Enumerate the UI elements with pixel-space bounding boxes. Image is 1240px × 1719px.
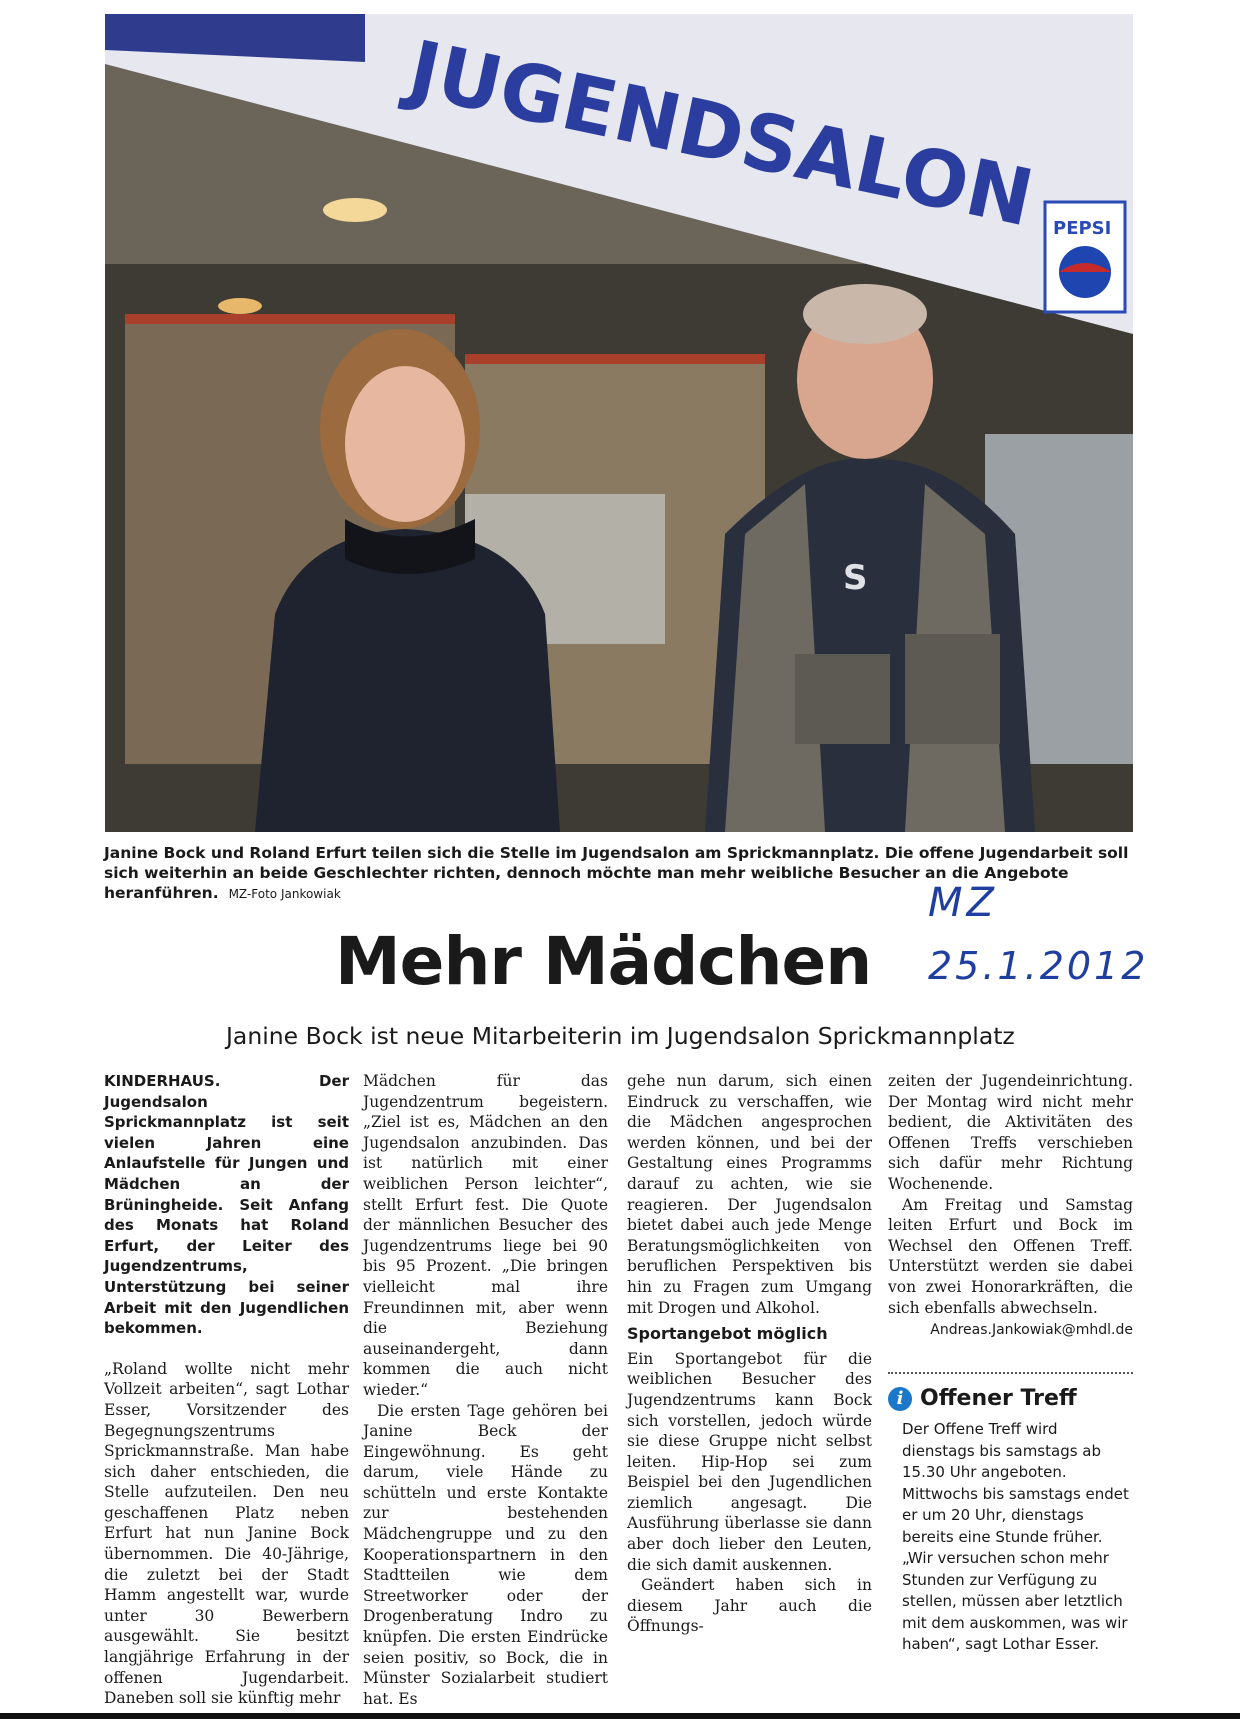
info-box-header (888, 1386, 1133, 1411)
article-column-2 (363, 1071, 608, 1709)
article-column-3 (627, 1071, 872, 1637)
shirt-text: S (843, 558, 868, 598)
paragraph: Ein Sportangebot für die weiblichen Besucher des Jugendzentrums kann Bock sich vorstellen, jedoch würde sie diese Gruppe nicht selbst leiten. Hip-Hop sei zum Beispiel bei den Jugendlichen ziemlich angesagt. Die Ausführung überlasse sie dann aber doch lieber den Leuten, die sich damit auskennen. (627, 1349, 872, 1574)
paragraph: Mädchen für das Jugendzentrum begeistern. „Ziel ist es, Mädchen an den Jugendsalon anzubinden. Das ist natürlich mit einer weiblichen Person leichter“, stellt Erfurt fest. Die Quote der männlichen Besucher des Jugendzentrums liege bei 90 bis 95 Prozent. „Die bringen vielleicht mal ihre Freundinnen mit, aber wenn die Beziehung auseinandergeht, dann kommen die auch nicht wieder.“ (363, 1072, 608, 1399)
caption-text: Janine Bock und Roland Erfurt teilen sich die Stelle im Jugendsalon am Sprickmannplatz. Die offene Jugendarbeit soll sich weiterhin an beide Geschlechter richten, dennoch möchte man mehr weibliche Besucher an die Angebote heranführen. (104, 844, 1129, 902)
handwritten-source: MZ (928, 880, 998, 926)
info-box (888, 1372, 1133, 1656)
author-email: Andreas.Jankowiak@mhdl.de (930, 1322, 1133, 1339)
info-box-text: Der Offene Treff wird dienstags bis samstags ab 15.30 Uhr angeboten. Mittwochs bis samstags endet er um 20 Uhr, dienstags bereits eine Stunde früher. „Wir versuchen schon mehr Stunden zur Verfügung zu stellen, müssen aber letztlich mit dem auskommen, was wir haben“, sagt Lothar Esser. (902, 1420, 1129, 1653)
paragraph: Die ersten Tage gehören bei Janine Beck der Eingewöhnung. Es geht darum, viele Hände zu schütteln und erste Kontakte zur bestehenden Mädchengruppe und zu den Kooperationspartnern in den Stadtteilen wie dem Streetworker oder der Drogenberatung Indro zu knüpfen. Die ersten Eindrücke seien positiv, so Bock, die in Münster Sozialarbeit studiert hat. Es (363, 1401, 608, 1708)
info-icon: i (888, 1387, 912, 1411)
headline: Mehr Mädchen (335, 923, 872, 1000)
pepsi-text: PEPSI (1053, 218, 1112, 239)
photo-credit: MZ-Foto Jankowiak (228, 887, 341, 901)
article-photo (105, 14, 1133, 832)
subheadline: Janine Bock ist neue Mitarbeiterin im Jugendsalon Sprickmannplatz (226, 1022, 1015, 1050)
sign-text: JUGENDSALON (401, 24, 1041, 245)
info-box-title: Offener Treff (920, 1386, 1077, 1411)
paragraph: Geändert haben sich in diesem Jahr auch die Öffnungs- (627, 1576, 872, 1636)
dateline: KINDERHAUS. (104, 1072, 221, 1090)
photo-illustration (105, 14, 1133, 832)
article-column-1 (104, 1071, 349, 1709)
paragraph: gehe nun darum, sich einen Eindruck zu verschaffen, wie die Mädchen angesprochen werden können, und bei der Gestaltung eines Programms darauf zu achten, wie sie reagieren. Der Jugendsalon bietet dabei auch jede Menge Beratungsmöglichkeiten von beruflichen Perspektiven bis hin zu Fragen zum Umgang mit Drogen und Alkohol. (627, 1072, 872, 1317)
scan-edge (0, 1713, 1240, 1719)
paragraph: „Roland wollte nicht mehr Vollzeit arbeiten“, sagt Lothar Esser, Vorsitzender des Begegnungszentrums Sprickmannstraße. Man habe sich daher entschieden, die Stelle aufzuteilen. Den neu geschaffenen Platz neben Erfurt hat nun Janine Bock übernommen. Die 40-Jährige, die zuletzt bei der Stadt Hamm angestellt war, wurde unter 30 Bewerbern ausgewählt. Sie besitzt langjährige Erfahrung in der offenen Jugendarbeit. Daneben soll sie künftig mehr (104, 1359, 349, 1708)
divider (888, 1372, 1133, 1374)
lead-paragraph (104, 1071, 349, 1339)
paragraph: Am Freitag und Samstag leiten Erfurt und Bock im Wechsel den Offenen Treff. Unterstützt werden sie dabei von zwei Honorarkräften, die sich ebenfalls abwechseln. (888, 1195, 1133, 1317)
section-subhead: Sportangebot möglich (627, 1324, 828, 1344)
lead-text: Der Jugendsalon Sprickmannplatz ist seit vielen Jahren eine Anlaufstelle für Jungen und Mädchen an der Brüningheide. Seit Anfang des Monats hat Roland Erfurt, der Leiter des Jugendzentrums, Unterstützung bei seiner Arbeit mit den Jugendlichen bekommen. (104, 1072, 349, 1338)
paragraph: zeiten der Jugendeinrichtung. Der Montag wird nicht mehr bedient, die Aktivitäten des Offenen Treffs verschieben sich dafür mehr Richtung Wochenende. (888, 1072, 1133, 1193)
article-column-4 (888, 1071, 1133, 1341)
handwritten-date: 25.1.2012 (928, 944, 1149, 988)
